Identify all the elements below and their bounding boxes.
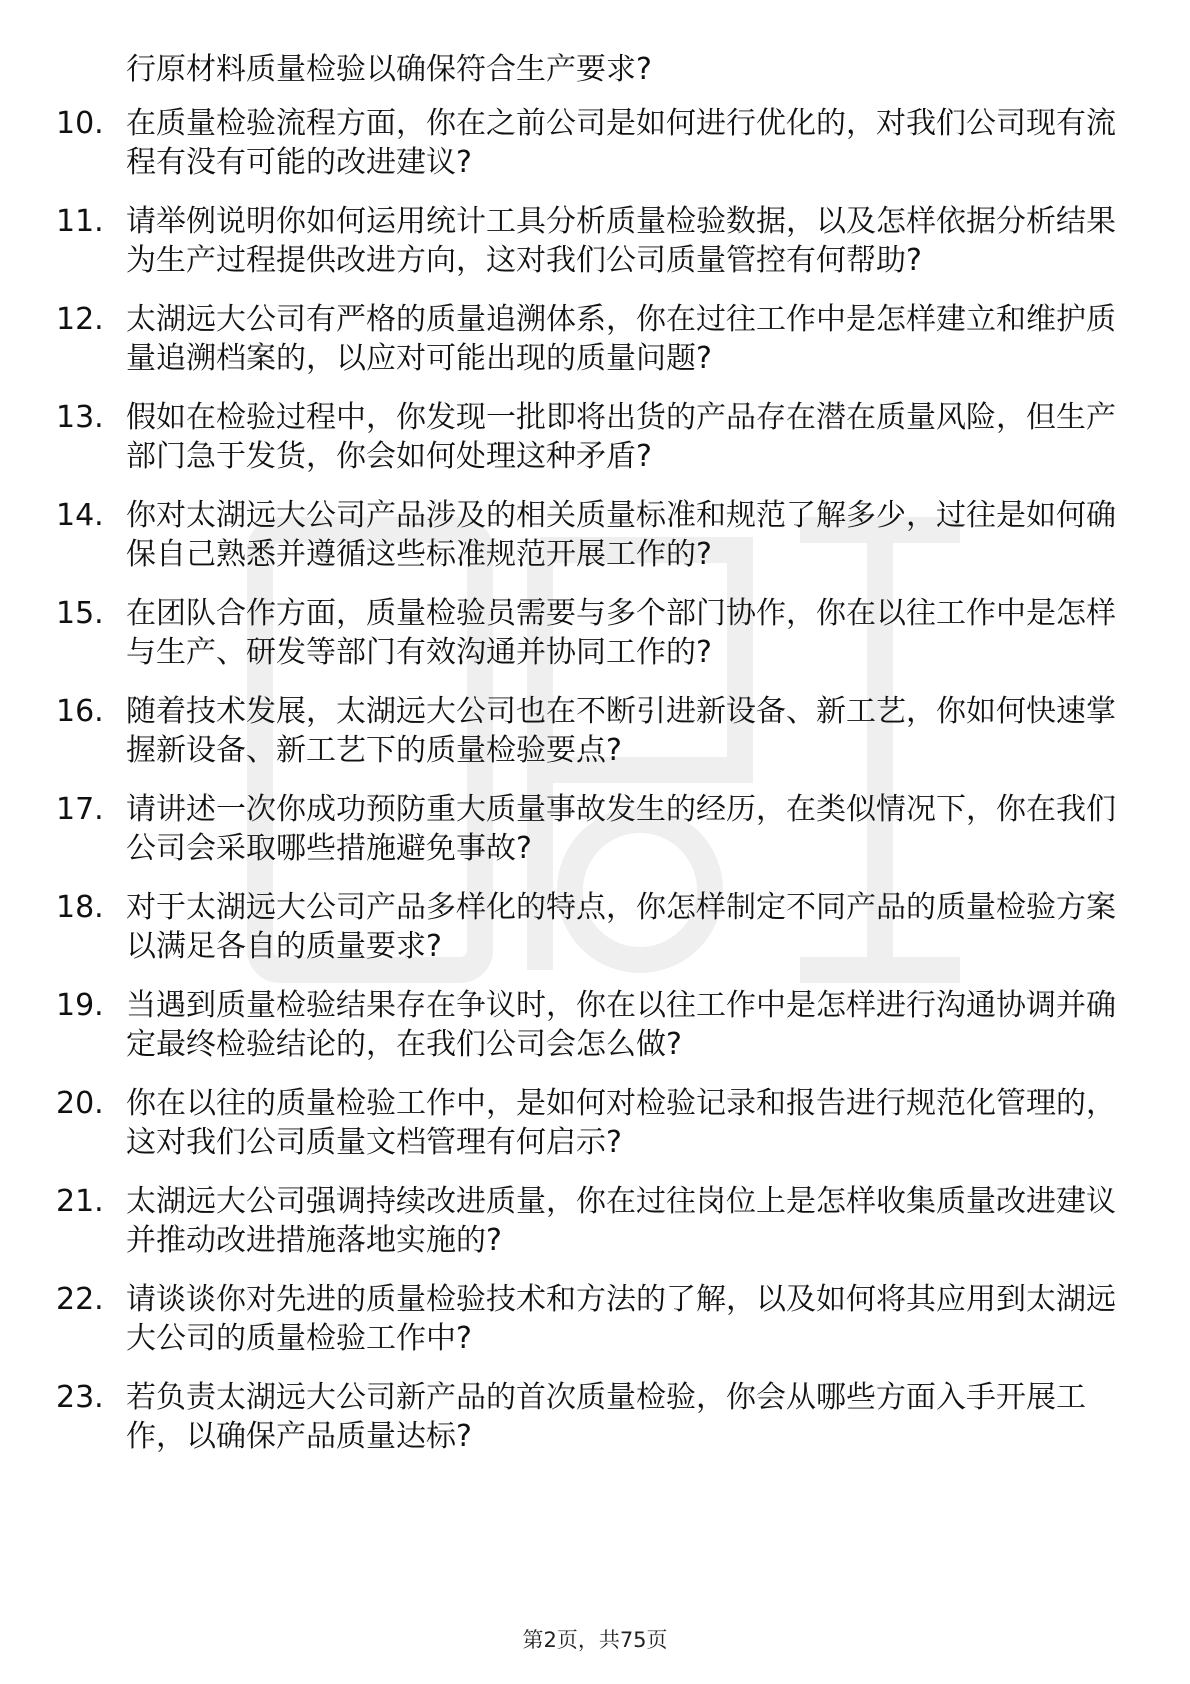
- question-number: 10.: [56, 106, 104, 141]
- question-number: 18.: [56, 890, 104, 925]
- list-item: [56, 104, 1130, 182]
- list-item: [56, 1182, 1130, 1260]
- question-text: 你对太湖远大公司产品涉及的相关质量标准和规范了解多少，过往是如何确保自己熟悉并遵循这些标准规范开展工作的?: [126, 498, 1116, 572]
- list-item: [56, 888, 1130, 966]
- question-text: 你在以往的质量检验工作中，是如何对检验记录和报告进行规范化管理的，这对我们公司质量文档管理有何启示?: [126, 1086, 1116, 1160]
- question-number: 12.: [56, 302, 104, 337]
- page-footer: 第2页，共75页: [522, 1628, 668, 1652]
- list-item: [56, 1280, 1130, 1358]
- question-text: 在团队合作方面，质量检验员需要与多个部门协作，你在以往工作中是怎样与生产、研发等部门有效沟通并协同工作的?: [126, 596, 1116, 670]
- question-number: 13.: [56, 400, 104, 435]
- list-item: [56, 300, 1130, 378]
- question-number: 19.: [56, 988, 104, 1023]
- question-number: 14.: [56, 498, 104, 533]
- question-list: [56, 104, 1130, 1476]
- question-text: 请举例说明你如何运用统计工具分析质量检验数据，以及怎样依据分析结果为生产过程提供改进方向，这对我们公司质量管控有何帮助?: [126, 204, 1116, 278]
- question-number: 17.: [56, 792, 104, 827]
- continued-question-text: 行原材料质量检验以确保符合生产要求?: [126, 52, 652, 87]
- list-item: [56, 594, 1130, 672]
- question-text: 太湖远大公司有严格的质量追溯体系，你在过往工作中是怎样建立和维护质量追溯档案的，以应对可能出现的质量问题?: [126, 302, 1116, 376]
- list-item: [56, 986, 1130, 1064]
- list-item: [56, 202, 1130, 280]
- question-text: 太湖远大公司强调持续改进质量，你在过往岗位上是怎样收集质量改进建议并推动改进措施落地实施的?: [126, 1184, 1116, 1258]
- list-item: [56, 692, 1130, 770]
- question-text: 当遇到质量检验结果存在争议时，你在以往工作中是怎样进行沟通协调并确定最终检验结论的，在我们公司会怎么做?: [126, 988, 1116, 1062]
- question-number: 11.: [56, 204, 104, 239]
- question-text: 在质量检验流程方面，你在之前公司是如何进行优化的，对我们公司现有流程有没有可能的改进建议?: [126, 106, 1116, 180]
- question-text: 随着技术发展，太湖远大公司也在不断引进新设备、新工艺，你如何快速掌握新设备、新工艺下的质量检验要点?: [126, 694, 1116, 768]
- question-number: 16.: [56, 694, 104, 729]
- question-number: 20.: [56, 1086, 104, 1121]
- question-text: 若负责太湖远大公司新产品的首次质量检验，你会从哪些方面入手开展工作，以确保产品质量达标?: [126, 1380, 1086, 1454]
- question-text: 对于太湖远大公司产品多样化的特点，你怎样制定不同产品的质量检验方案以满足各自的质量要求?: [126, 890, 1116, 964]
- list-item: [56, 496, 1130, 574]
- question-text: 请讲述一次你成功预防重大质量事故发生的经历，在类似情况下，你在我们公司会采取哪些措施避免事故?: [126, 792, 1116, 866]
- question-number: 23.: [56, 1380, 104, 1415]
- list-item: [56, 1378, 1130, 1456]
- list-item: [56, 398, 1130, 476]
- question-text: 请谈谈你对先进的质量检验技术和方法的了解，以及如何将其应用到太湖远大公司的质量检验工作中?: [126, 1282, 1116, 1356]
- question-number: 21.: [56, 1184, 104, 1219]
- question-number: 15.: [56, 596, 104, 631]
- question-text: 假如在检验过程中，你发现一批即将出货的产品存在潜在质量风险，但生产部门急于发货，你会如何处理这种矛盾?: [126, 400, 1116, 474]
- list-item: [56, 1084, 1130, 1162]
- list-item: [56, 790, 1130, 868]
- question-number: 22.: [56, 1282, 104, 1317]
